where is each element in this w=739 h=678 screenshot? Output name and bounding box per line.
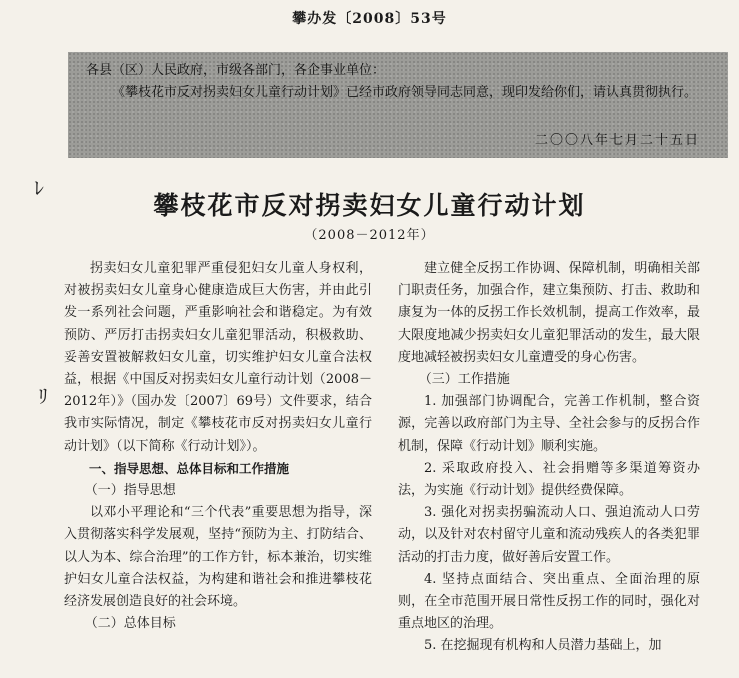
- subsection-heading: （三）工作措施: [418, 372, 510, 388]
- measure-item: 3. 强化对拐卖拐骗流动人口、强迫流动人口劳动，以及针对农村留守儿童和流动残疾人的各类犯罪活动的打击力度，做好善后安置工作。: [398, 505, 700, 565]
- guiding-principle-paragraph: 以邓小平理论和“三个代表”重要思想为指导，深入贯彻落实科学发展观，坚持“预防为主、打防结合、以人为本、综合治理”的工作方针，标本兼治，切实维护妇女儿童合法权益，为构建和谐社会和推进攀枝花经济发展创造良好的社会环境。: [64, 505, 372, 610]
- page-subtitle: （2008－2012年）: [304, 228, 435, 243]
- margin-mark-icon: ﾚ: [34, 176, 44, 200]
- left-column: [64, 258, 372, 635]
- section-heading: 一、指导思想、总体目标和工作措施: [89, 460, 290, 476]
- subsection-heading: （一）指导思想: [84, 483, 176, 499]
- notice-date: 二〇〇八年七月二十五日: [534, 133, 700, 148]
- measure-item: 2. 采取政府投入、社会捐赠等多渠道筹资办法，为实施《行动计划》提供经费保障。: [398, 460, 700, 499]
- measure-item: 1. 加强部门协调配合，完善工作机制，整合资源，完善以政府部门为主导、全社会参与的反拐合作机制，保障《行动计划》顺利实施。: [398, 394, 700, 454]
- notice-body: 《攀枝花市反对拐卖妇女儿童行动计划》已经市政府领导同志同意，现印发给你们，请认真贯彻执行。: [112, 85, 698, 100]
- subsection-heading: （二）总体目标: [84, 616, 176, 632]
- page-title: 攀枝花市反对拐卖妇女儿童行动计划: [153, 191, 586, 220]
- document-number: 攀办发〔2008〕53号: [292, 11, 447, 27]
- intro-paragraph: 拐卖妇女儿童犯罪严重侵犯妇女儿童人身权利，对被拐卖妇女儿童身心健康造成巨大伤害，并由此引发一系列社会问题，严重影响社会和谐稳定。为有效预防、严厉打击拐卖妇女儿童犯罪活动，积极救助、妥善安置被解救妇女儿童，切实维护妇女儿童合法权益，根据《中国反对拐卖妇女儿童行动计划（2008－2012年）》（国办发〔2007〕69号）文件要求，结合我市实际情况，制定《攀枝花市反对拐卖妇女儿童行动计划》（以下简称《行动计划》）。: [64, 261, 372, 454]
- notice-box: [68, 52, 728, 158]
- margin-mark-icon: ﾘ: [38, 384, 48, 408]
- right-column: [398, 258, 700, 658]
- measure-item: 5. 在挖掘现有机构和人员潜力基础上，加: [424, 638, 662, 654]
- goal-paragraph: 建立健全反拐工作协调、保障机制，明确相关部门职责任务，加强合作，建立集预防、打击、救助和康复为一体的反拐工作长效机制，提高工作效率，最大限度地减少拐卖妇女儿童犯罪活动的发生，最大限度地减轻被拐卖妇女儿童遭受的身心伤害。: [398, 261, 700, 365]
- notice-recipients: 各县（区）人民政府，市级各部门，各企事业单位：: [86, 63, 386, 78]
- measure-item: 4. 坚持点面结合、突出重点、全面治理的原则，在全市范围开展日常性反拐工作的同时，强化对重点地区的治理。: [398, 571, 700, 632]
